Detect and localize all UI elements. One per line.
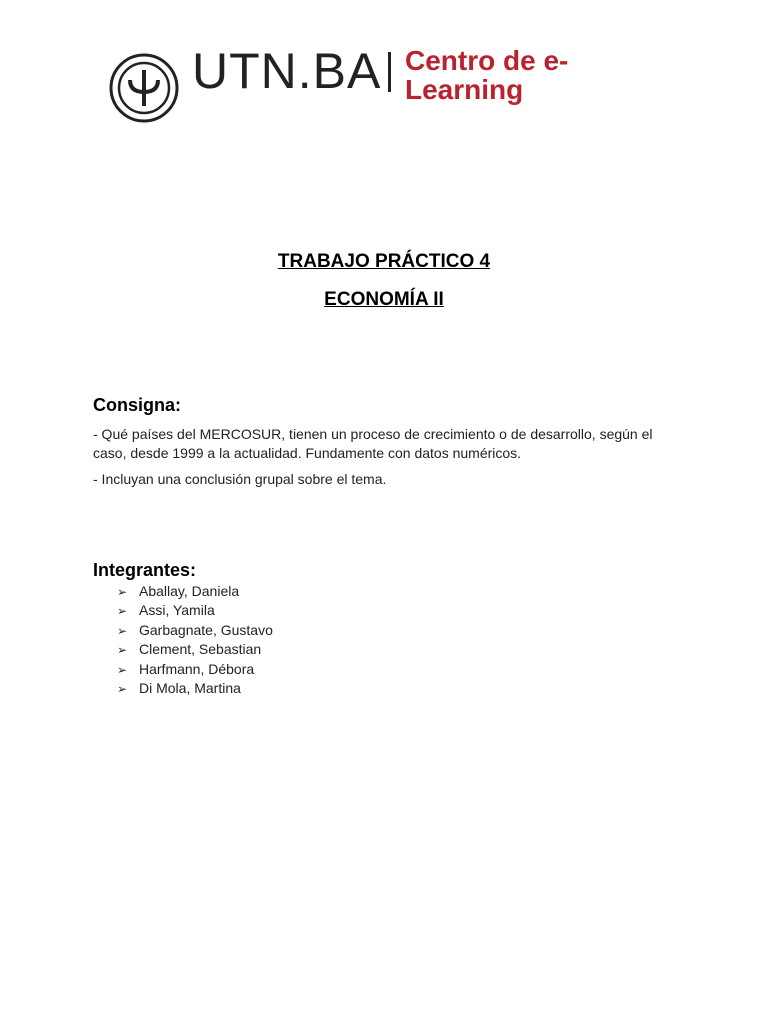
consigna-paragraph: - Incluyan una conclusión grupal sobre el tema. <box>93 471 387 487</box>
member-name: Di Mola, Martina <box>139 679 241 696</box>
member-name: Aballay, Daniela <box>139 583 240 599</box>
member-name: Clement, Sebastian <box>139 641 262 658</box>
list-item <box>117 679 273 698</box>
member-name: Harfmann, Débora <box>139 660 255 677</box>
document-subtitle: ECONOMÍA II <box>324 289 444 310</box>
member-name: Garbagnate, Gustavo <box>139 621 273 638</box>
document-title: TRABAJO PRÁCTICO 4 <box>277 251 491 272</box>
consigna-heading: Consigna: <box>93 395 181 415</box>
arrow-bullet-icon: ➢ <box>117 681 128 696</box>
logo-separator <box>388 52 391 92</box>
logo-wordmark: UTN.BA <box>192 43 382 99</box>
list-item <box>117 601 273 620</box>
list-item <box>117 640 273 659</box>
list-item <box>117 621 273 640</box>
integrantes-heading: Integrantes: <box>93 560 197 580</box>
consigna-paragraph: - Qué países del MERCOSUR, tienen un proceso de crecimiento o de desarrollo, según el caso, desde 1999 a la actualidad. Fundamente con datos numéricos. <box>93 426 653 461</box>
arrow-bullet-icon: ➢ <box>117 604 128 619</box>
utn-seal-icon <box>108 52 180 124</box>
arrow-bullet-icon: ➢ <box>117 585 128 599</box>
arrow-bullet-icon: ➢ <box>117 623 128 638</box>
list-item <box>117 582 273 601</box>
arrow-bullet-icon: ➢ <box>117 643 128 658</box>
list-item <box>117 660 273 679</box>
member-name: Assi, Yamila <box>139 602 215 619</box>
arrow-bullet-icon: ➢ <box>117 662 128 677</box>
members-list <box>117 582 273 698</box>
institution-logo <box>100 40 590 106</box>
logo-subtitle: Centro de e-Learning <box>405 45 569 106</box>
